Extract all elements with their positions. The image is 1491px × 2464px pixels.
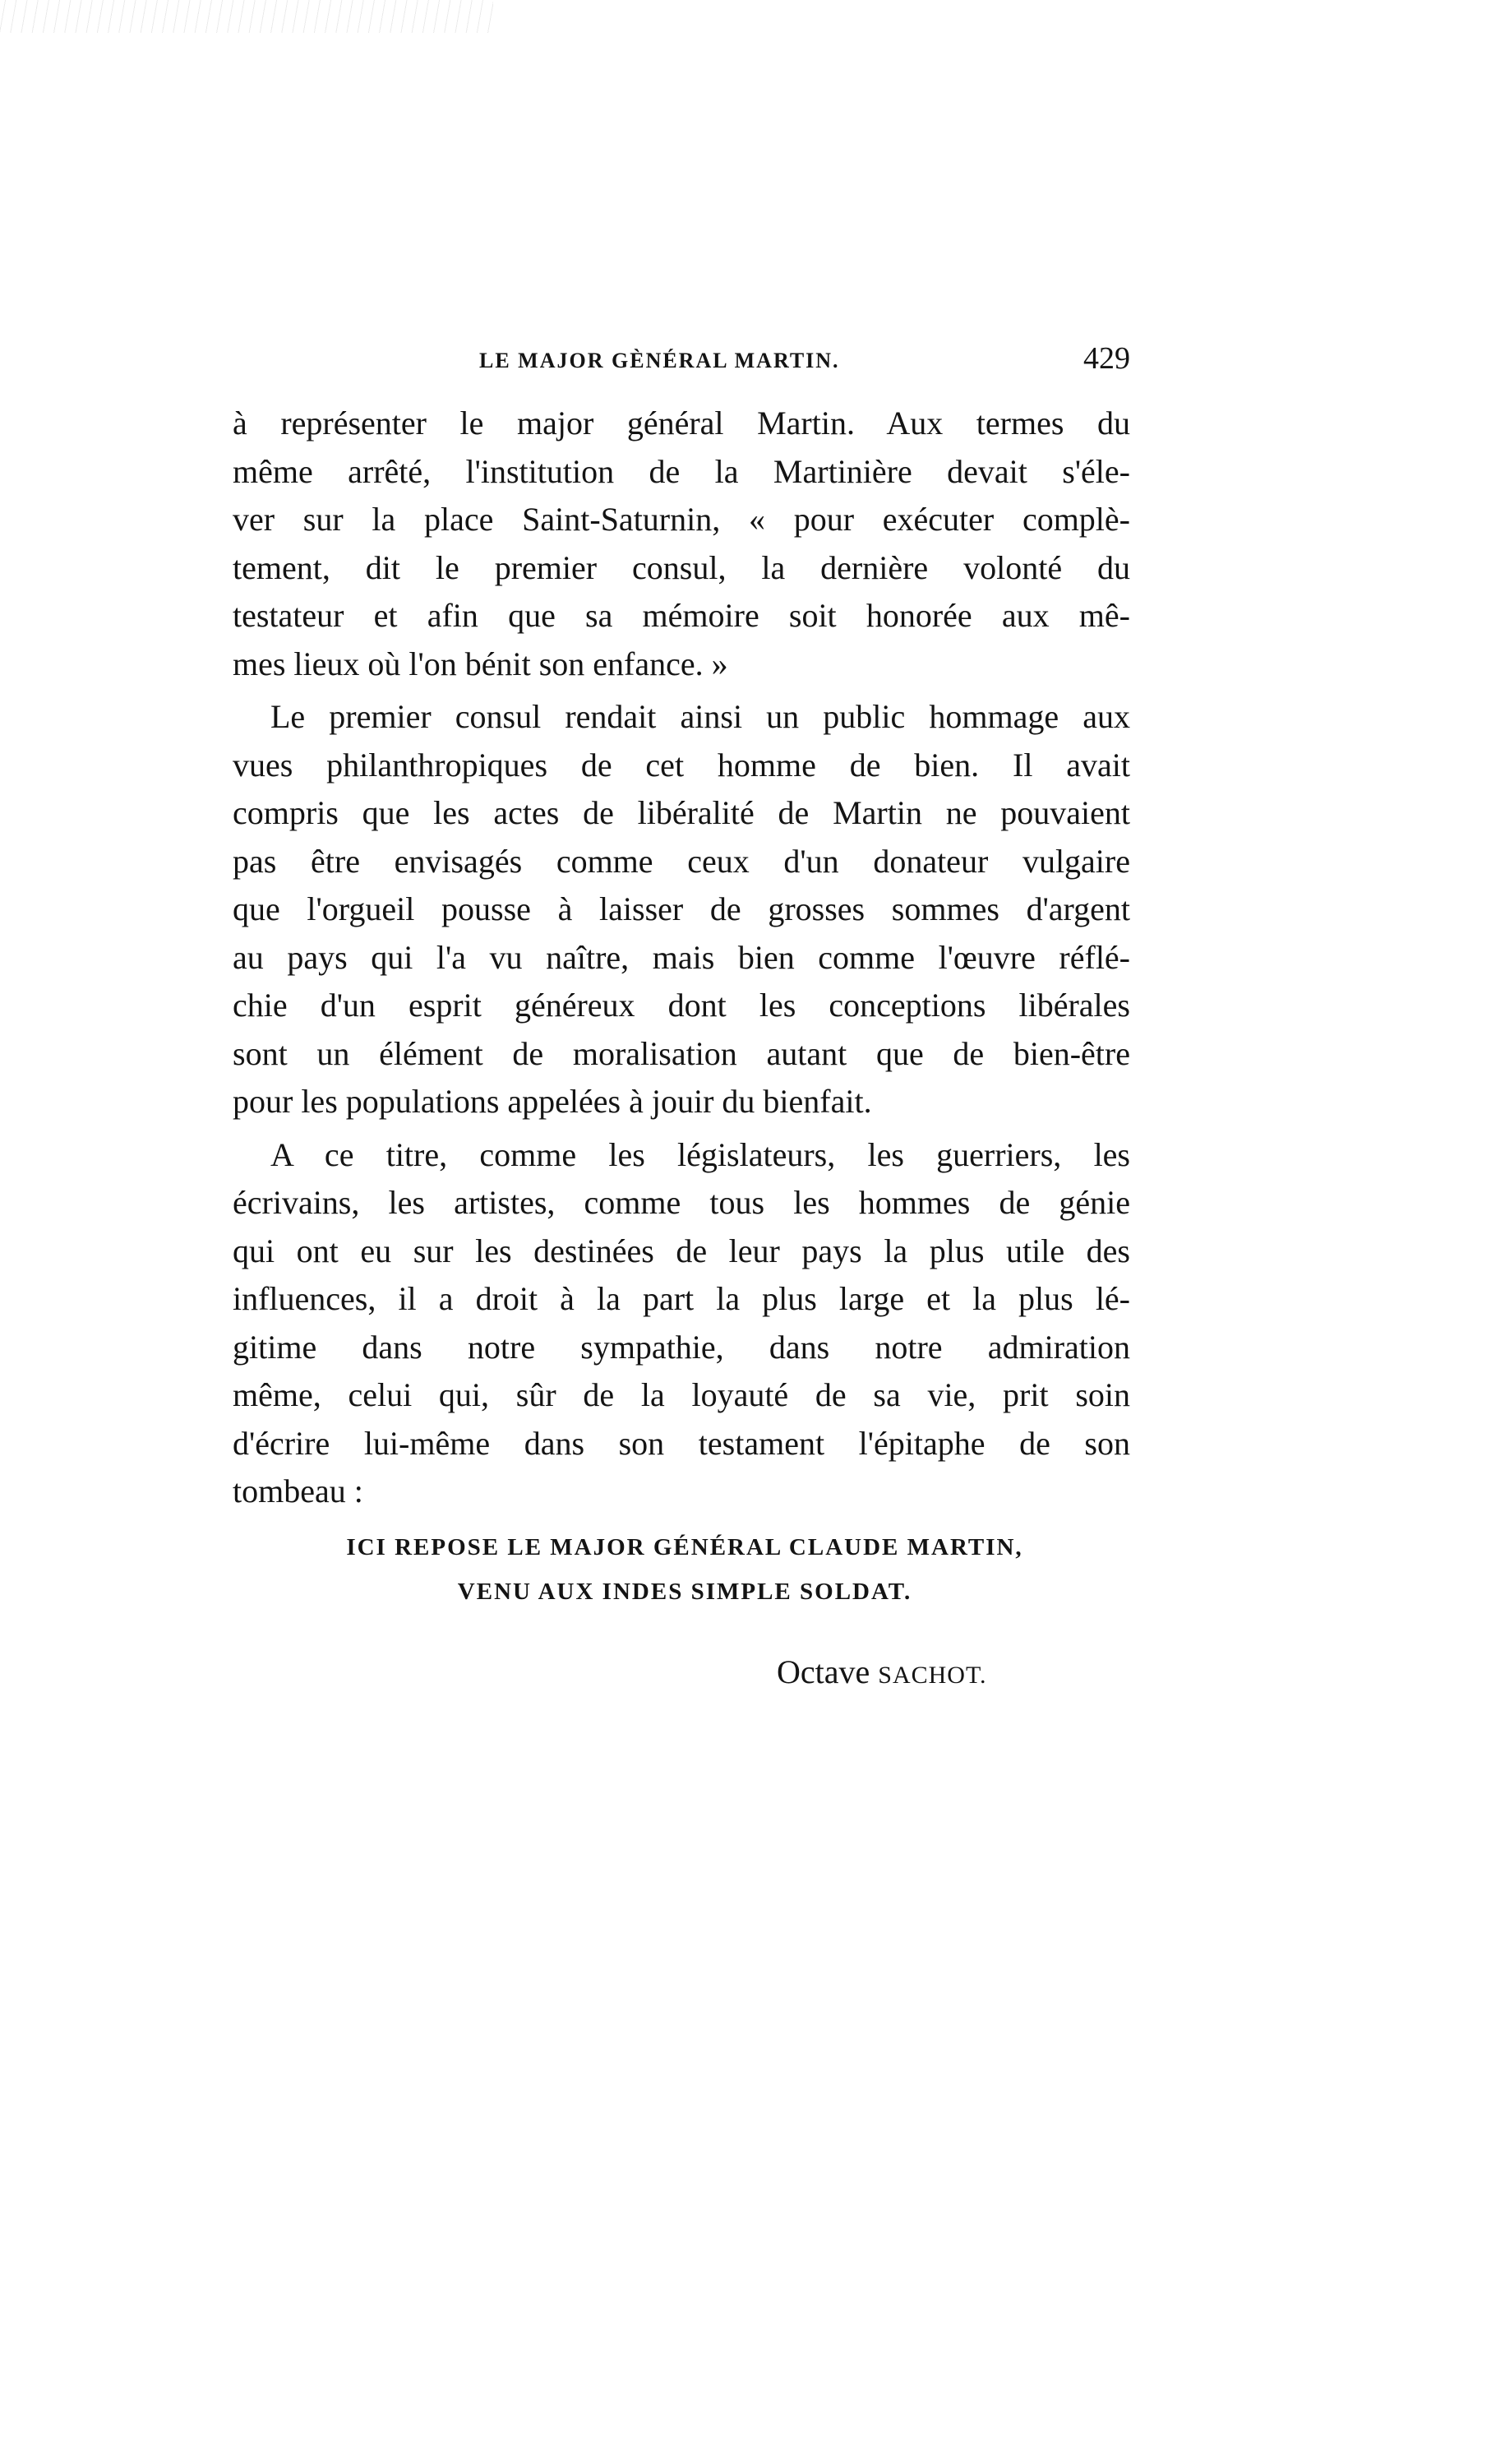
- author-first-name: Octave: [777, 1653, 870, 1690]
- text-line: même arrêté, l'institution de la Martinière devait s'éle-: [233, 452, 1130, 490]
- text-line: d'écrire lui-même dans son testament l'épitaphe de son: [233, 1424, 1130, 1462]
- text-line: tombeau :: [233, 1472, 363, 1509]
- text-line: A ce titre, comme les législateurs, les guerriers, les: [270, 1135, 1130, 1173]
- running-title: LE MAJOR GÈNÉRAL MARTIN.: [479, 349, 840, 372]
- text-line: sont un élément de moralisation autant que de bien-être: [233, 1034, 1130, 1072]
- text-line: pas être envisagés comme ceux d'un donateur vulgaire: [233, 842, 1130, 880]
- text-line: à représenter le major général Martin. Aux termes du: [233, 405, 1130, 441]
- text-line: écrivains, les artistes, comme tous les hommes de génie: [233, 1184, 1130, 1221]
- epitaph-line: ICI REPOSE LE MAJOR GÉNÉRAL CLAUDE MARTIN,: [346, 1534, 1023, 1560]
- author-signature: [777, 1648, 987, 1699]
- paragraph: [233, 693, 1130, 1126]
- text-line: Le premier consul rendait ainsi un public hommage aux: [270, 698, 1130, 735]
- text-line: pour les populations appelées à jouir du bienfait.: [233, 1083, 872, 1120]
- epitaph: [233, 1525, 1137, 1614]
- text-line: mes lieux où l'on bénit son enfance. »: [233, 645, 728, 682]
- paragraph: [233, 1131, 1130, 1516]
- text-line: chie d'un esprit généreux dont les conceptions libérales: [233, 987, 1130, 1024]
- epitaph-line: VENU AUX INDES SIMPLE SOLDAT.: [457, 1579, 912, 1605]
- text-line: ver sur la place Saint-Saturnin, « pour exécuter complè-: [233, 501, 1130, 538]
- scan-speckle: [0, 0, 493, 33]
- text-line: tement, dit le premier consul, la dernière volonté du: [233, 548, 1130, 586]
- text-line: influences, il a droit à la part la plus large et la plus lé-: [233, 1280, 1130, 1317]
- author-last-name: SACHOT.: [878, 1662, 987, 1689]
- text-line: compris que les actes de libéralité de Martin ne pouvaient: [233, 794, 1130, 831]
- paragraph: [233, 400, 1130, 688]
- text-line: que l'orgueil pousse à laisser de grosses sommes d'argent: [233, 890, 1130, 927]
- text-line: testateur et afin que sa mémoire soit honorée aux mê-: [233, 597, 1130, 634]
- body-text: [233, 400, 1130, 1521]
- text-line: vues philanthropiques de cet homme de bien. Il avait: [233, 746, 1130, 784]
- text-line: gitime dans notre sympathie, dans notre admiration: [233, 1328, 1130, 1366]
- text-line: même, celui qui, sûr de la loyauté de sa vie, prit soin: [233, 1376, 1130, 1413]
- page-header: [233, 341, 1130, 385]
- page-number: 429: [1083, 341, 1130, 376]
- text-line: au pays qui l'a vu naître, mais bien comme l'œuvre réflé-: [233, 938, 1130, 976]
- text-line: qui ont eu sur les destinées de leur pays la plus utile des: [233, 1232, 1130, 1269]
